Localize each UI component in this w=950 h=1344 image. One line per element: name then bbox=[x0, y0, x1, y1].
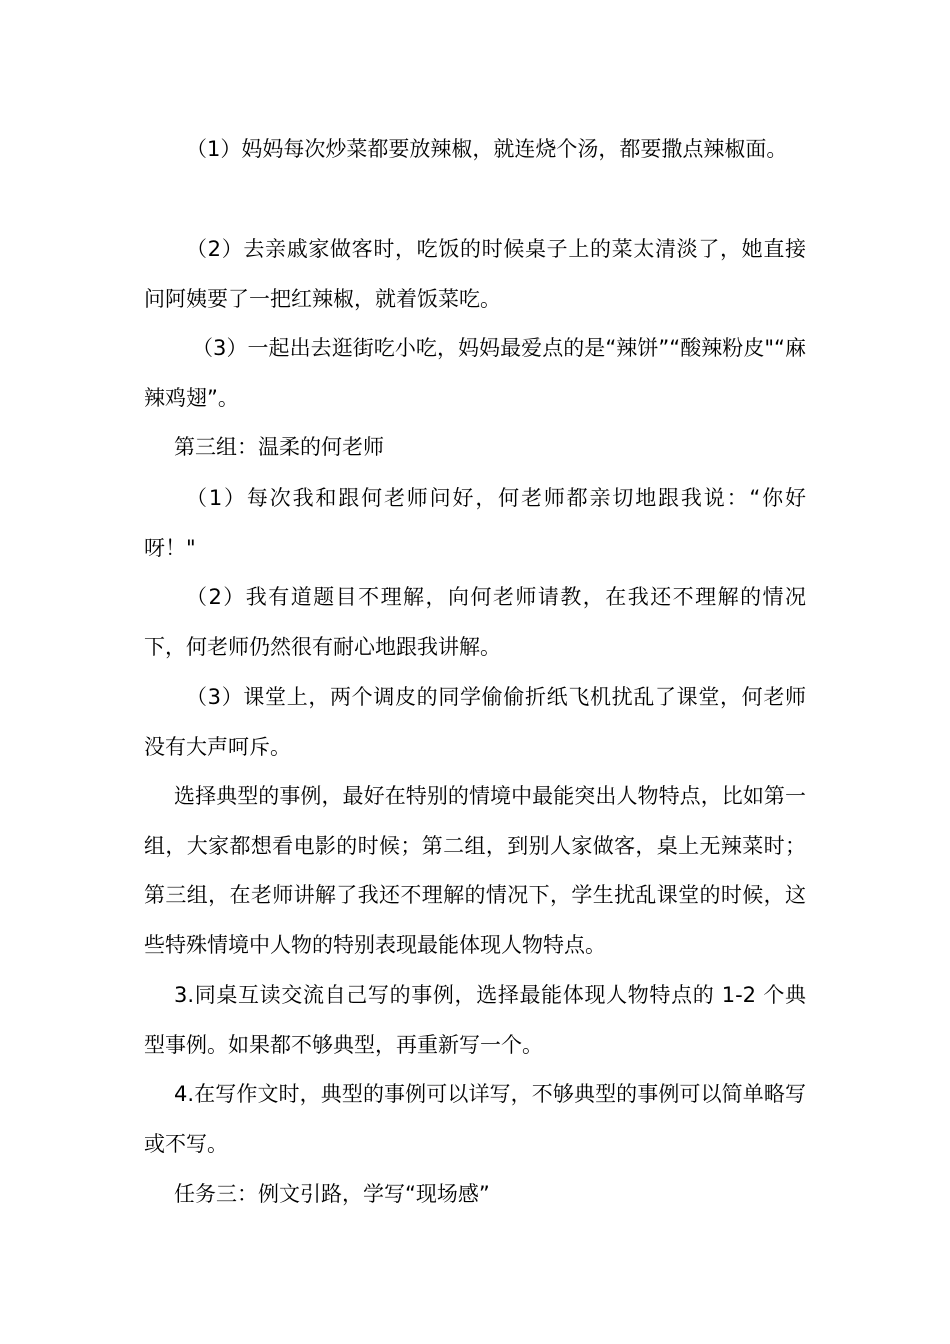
paragraph-summary: 选择典型的事例，最好在特别的情境中最能突出人物特点，比如第一组，大家都想看电影的时候；第二组，到别人家做客，桌上无辣菜时；第三组，在老师讲解了我还不理解的情况下，学生扰乱课堂的时候，这些特殊情境中人物的特别表现最能体现人物特点。 bbox=[144, 784, 806, 958]
paragraph-example-1: （1）妈妈每次炒菜都要放辣椒，就连烧个汤，都要撒点辣椒面。 bbox=[186, 137, 788, 161]
paragraph-teacher-3: （3）课堂上，两个调皮的同学偷偷折纸飞机扰乱了课堂，何老师没有大声呵斥。 bbox=[144, 685, 806, 759]
section-heading-group-3: 第三组：温柔的何老师 bbox=[174, 435, 384, 459]
paragraph-step-3: 3.同桌互读交流自己写的事例，选择最能体现人物特点的 1-2 个典型事例。如果都不够典型，再重新写一个。 bbox=[144, 983, 806, 1057]
paragraph-example-2: （2）去亲戚家做客时，吃饭的时候桌子上的菜太清淡了，她直接问阿姨要了一把红辣椒，就着饭菜吃。 bbox=[144, 237, 806, 311]
paragraph-example-3: （3）一起出去逛街吃小吃，妈妈最爱点的是“辣饼”“酸辣粉皮"“麻辣鸡翅”。 bbox=[144, 336, 806, 410]
section-heading-task-3: 任务三：例文引路，学写“现场感” bbox=[174, 1182, 490, 1206]
paragraph-step-4: 4.在写作文时，典型的事例可以详写，不够典型的事例可以简单略写或不写。 bbox=[144, 1082, 806, 1156]
paragraph-teacher-2: （2）我有道题目不理解，向何老师请教，在我还不理解的情况下，何老师仍然很有耐心地跟我讲解。 bbox=[144, 585, 806, 659]
paragraph-teacher-1: （1）每次我和跟何老师问好，何老师都亲切地跟我说：“你好呀！" bbox=[144, 486, 806, 560]
